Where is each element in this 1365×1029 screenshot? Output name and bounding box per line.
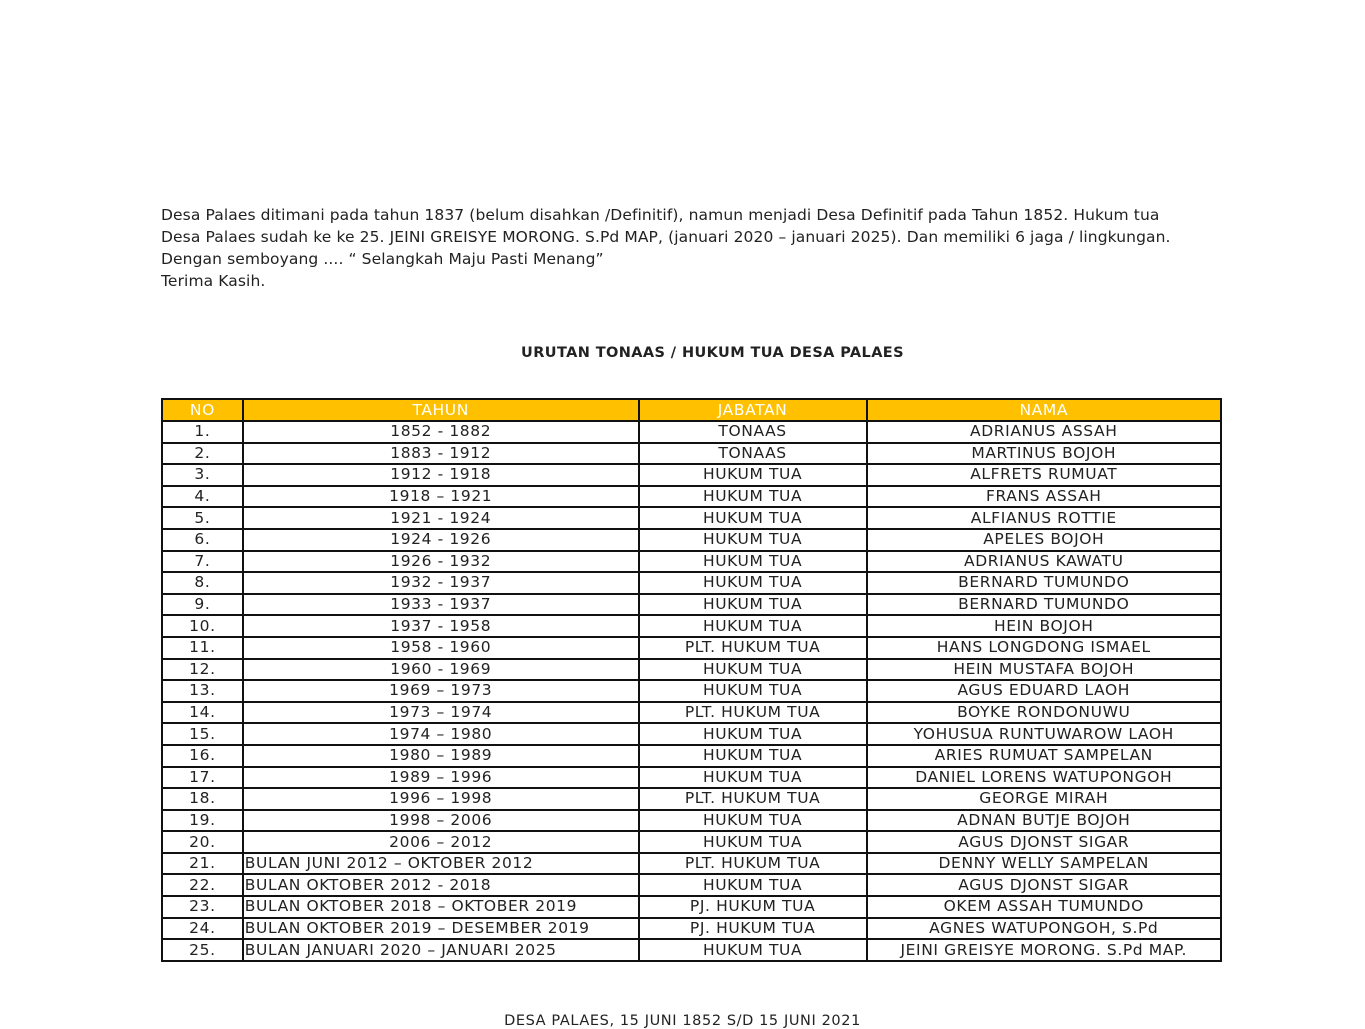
table-row <box>162 529 1221 551</box>
cell-year: 1932 - 1937 <box>243 572 639 594</box>
header-year: TAHUN <box>243 399 639 421</box>
cell-no: 23. <box>162 896 243 918</box>
table-row <box>162 896 1221 918</box>
cell-position: HUKUM TUA <box>639 594 867 616</box>
cell-no: 18. <box>162 788 243 810</box>
cell-name: MARTINUS BOJOH <box>867 443 1221 465</box>
header-no: NO <box>162 399 243 421</box>
cell-position: PLT. HUKUM TUA <box>639 788 867 810</box>
table-row <box>162 874 1221 896</box>
cell-name: AGUS DJONST SIGAR <box>867 831 1221 853</box>
cell-year: 1921 - 1924 <box>243 507 639 529</box>
cell-name: OKEM ASSAH TUMUNDO <box>867 896 1221 918</box>
cell-position: HUKUM TUA <box>639 659 867 681</box>
cell-year: 1852 - 1882 <box>243 421 639 443</box>
cell-name: ALFIANUS ROTTIE <box>867 507 1221 529</box>
cell-position: PLT. HUKUM TUA <box>639 702 867 724</box>
cell-year: 1883 - 1912 <box>243 443 639 465</box>
cell-year: 1926 - 1932 <box>243 551 639 573</box>
cell-position: HUKUM TUA <box>639 507 867 529</box>
cell-year: 1973 – 1974 <box>243 702 639 724</box>
table-body <box>162 421 1221 961</box>
cell-no: 19. <box>162 810 243 832</box>
cell-position: HUKUM TUA <box>639 529 867 551</box>
cell-name: HEIN MUSTAFA BOJOH <box>867 659 1221 681</box>
cell-name: HEIN BOJOH <box>867 615 1221 637</box>
table-row <box>162 615 1221 637</box>
cell-year: 1960 - 1969 <box>243 659 639 681</box>
cell-position: HUKUM TUA <box>639 831 867 853</box>
cell-no: 7. <box>162 551 243 573</box>
cell-position: HUKUM TUA <box>639 551 867 573</box>
cell-no: 24. <box>162 918 243 940</box>
cell-year: 2006 – 2012 <box>243 831 639 853</box>
leaders-table <box>161 398 1222 962</box>
cell-name: FRANS ASSAH <box>867 486 1221 508</box>
cell-name: DENNY WELLY SAMPELAN <box>867 853 1221 875</box>
cell-year: BULAN OKTOBER 2019 – DESEMBER 2019 <box>243 918 639 940</box>
table-row <box>162 745 1221 767</box>
cell-position: HUKUM TUA <box>639 745 867 767</box>
cell-year: 1933 - 1937 <box>243 594 639 616</box>
cell-name: AGUS EDUARD LAOH <box>867 680 1221 702</box>
cell-name: GEORGE MIRAH <box>867 788 1221 810</box>
table-row <box>162 788 1221 810</box>
cell-position: HUKUM TUA <box>639 486 867 508</box>
header-name: NAMA <box>867 399 1221 421</box>
cell-position: HUKUM TUA <box>639 615 867 637</box>
cell-no: 1. <box>162 421 243 443</box>
cell-name: ARIES RUMUAT SAMPELAN <box>867 745 1221 767</box>
footer-caption: DESA PALAES, 15 JUNI 1852 S/D 15 JUNI 2021 <box>504 1013 861 1029</box>
cell-no: 6. <box>162 529 243 551</box>
cell-year: 1980 – 1989 <box>243 745 639 767</box>
cell-no: 5. <box>162 507 243 529</box>
table-row <box>162 702 1221 724</box>
table-header-row <box>162 399 1221 421</box>
cell-position: HUKUM TUA <box>639 572 867 594</box>
table-row <box>162 637 1221 659</box>
cell-name: ADNAN BUTJE BOJOH <box>867 810 1221 832</box>
cell-position: HUKUM TUA <box>639 680 867 702</box>
cell-name: JEINI GREISYE MORONG. S.Pd MAP. <box>867 939 1221 961</box>
cell-year: BULAN OKTOBER 2012 - 2018 <box>243 874 639 896</box>
cell-position: HUKUM TUA <box>639 810 867 832</box>
cell-no: 22. <box>162 874 243 896</box>
table-row <box>162 551 1221 573</box>
cell-position: TONAAS <box>639 443 867 465</box>
table-row <box>162 918 1221 940</box>
cell-year: 1996 – 1998 <box>243 788 639 810</box>
cell-no: 11. <box>162 637 243 659</box>
cell-name: BERNARD TUMUNDO <box>867 572 1221 594</box>
table-row <box>162 853 1221 875</box>
cell-no: 4. <box>162 486 243 508</box>
cell-year: 1958 - 1960 <box>243 637 639 659</box>
cell-year: 1924 - 1926 <box>243 529 639 551</box>
cell-position: PJ. HUKUM TUA <box>639 918 867 940</box>
cell-no: 25. <box>162 939 243 961</box>
cell-no: 20. <box>162 831 243 853</box>
cell-no: 21. <box>162 853 243 875</box>
cell-position: PLT. HUKUM TUA <box>639 637 867 659</box>
cell-position: TONAAS <box>639 421 867 443</box>
table-row <box>162 572 1221 594</box>
cell-no: 16. <box>162 745 243 767</box>
cell-position: HUKUM TUA <box>639 939 867 961</box>
cell-name: ADRIANUS KAWATU <box>867 551 1221 573</box>
cell-year: 1937 - 1958 <box>243 615 639 637</box>
table-row <box>162 810 1221 832</box>
intro-line: Desa Palaes ditimani pada tahun 1837 (belum disahkan /Definitif), namun menjadi Desa Definitif pada Tahun 1852. Hukum tua <box>161 206 1160 224</box>
cell-name: ADRIANUS ASSAH <box>867 421 1221 443</box>
header-position: JABATAN <box>639 399 867 421</box>
cell-position: PJ. HUKUM TUA <box>639 896 867 918</box>
table-row <box>162 421 1221 443</box>
cell-year: 1998 – 2006 <box>243 810 639 832</box>
table-title: URUTAN TONAAS / HUKUM TUA DESA PALAES <box>521 345 904 361</box>
cell-name: YOHUSUA RUNTUWAROW LAOH <box>867 723 1221 745</box>
table-row <box>162 723 1221 745</box>
cell-name: HANS LONGDONG ISMAEL <box>867 637 1221 659</box>
cell-no: 12. <box>162 659 243 681</box>
cell-name: AGUS DJONST SIGAR <box>867 874 1221 896</box>
cell-no: 2. <box>162 443 243 465</box>
cell-year: 1969 – 1973 <box>243 680 639 702</box>
cell-name: ALFRETS RUMUAT <box>867 464 1221 486</box>
table-row <box>162 680 1221 702</box>
cell-name: APELES BOJOH <box>867 529 1221 551</box>
cell-year: BULAN OKTOBER 2018 – OKTOBER 2019 <box>243 896 639 918</box>
cell-name: BOYKE RONDONUWU <box>867 702 1221 724</box>
intro-line: Desa Palaes sudah ke ke 25. JEINI GREISYE MORONG. S.Pd MAP, (januari 2020 – januari 2025). Dan memiliki 6 jaga / lingkungan. <box>161 228 1171 246</box>
table-row <box>162 939 1221 961</box>
cell-year: 1974 – 1980 <box>243 723 639 745</box>
cell-position: PLT. HUKUM TUA <box>639 853 867 875</box>
cell-position: HUKUM TUA <box>639 767 867 789</box>
table-row <box>162 486 1221 508</box>
cell-no: 3. <box>162 464 243 486</box>
cell-name: AGNES WATUPONGOH, S.Pd <box>867 918 1221 940</box>
cell-no: 10. <box>162 615 243 637</box>
cell-no: 17. <box>162 767 243 789</box>
table-row <box>162 464 1221 486</box>
cell-year: 1989 – 1996 <box>243 767 639 789</box>
cell-no: 15. <box>162 723 243 745</box>
table-row <box>162 659 1221 681</box>
cell-position: HUKUM TUA <box>639 464 867 486</box>
cell-name: DANIEL LORENS WATUPONGOH <box>867 767 1221 789</box>
table-row <box>162 507 1221 529</box>
intro-line: Dengan semboyang .... “ Selangkah Maju Pasti Menang” <box>161 250 604 268</box>
cell-no: 13. <box>162 680 243 702</box>
cell-name: BERNARD TUMUNDO <box>867 594 1221 616</box>
table-row <box>162 767 1221 789</box>
cell-year: 1912 - 1918 <box>243 464 639 486</box>
table-row <box>162 443 1221 465</box>
intro-paragraph <box>161 204 1271 292</box>
table-row <box>162 594 1221 616</box>
cell-no: 8. <box>162 572 243 594</box>
intro-closing: Terima Kasih. <box>161 272 266 290</box>
table-row <box>162 831 1221 853</box>
cell-position: HUKUM TUA <box>639 874 867 896</box>
cell-year: BULAN JANUARI 2020 – JANUARI 2025 <box>243 939 639 961</box>
cell-position: HUKUM TUA <box>639 723 867 745</box>
cell-no: 9. <box>162 594 243 616</box>
cell-year: BULAN JUNI 2012 – OKTOBER 2012 <box>243 853 639 875</box>
cell-no: 14. <box>162 702 243 724</box>
cell-year: 1918 – 1921 <box>243 486 639 508</box>
